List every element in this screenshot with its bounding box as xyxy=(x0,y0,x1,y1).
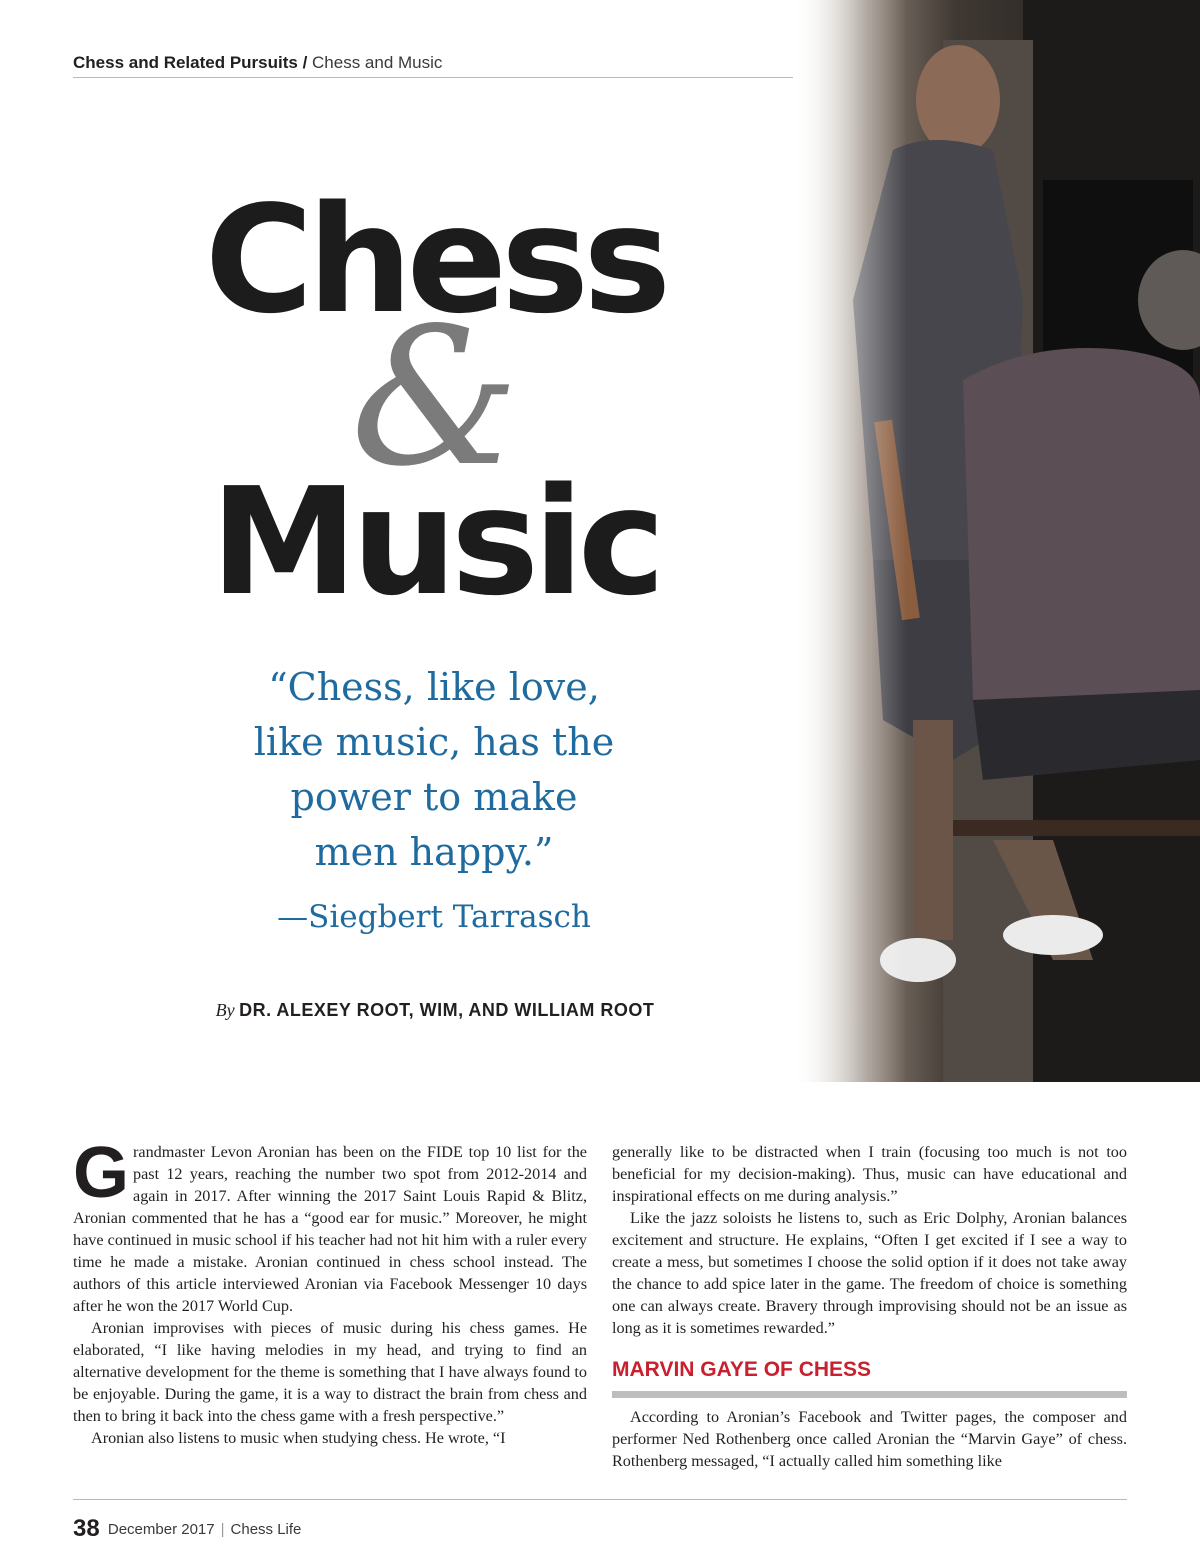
section-subhead: MARVIN GAYE OF CHESS xyxy=(612,1357,1127,1398)
headline-ampersand: & xyxy=(350,287,520,508)
article-paragraph: According to Aronian’s Facebook and Twitter pages, the composer and performer Ned Rothenberg once called Aronian the “Marvin Gaye” of chess. Rothenberg messaged, “I actually called him something like xyxy=(612,1408,1127,1470)
page-number: 38 xyxy=(73,1515,100,1542)
page-footer xyxy=(73,1515,301,1544)
pull-quote-line: men happy.” xyxy=(314,830,554,874)
article-paragraph: Aronian improvises with pieces of music during his chess games. He elaborated, “I like having melodies in my head, and trying to find an alternative development for the theme is something that I have always found to be enjoyable. During the game, it is a way to distract the brain from chess and then to bring it back into the chess game with a fresh perspective.” xyxy=(73,1319,587,1425)
pull-quote xyxy=(200,660,668,880)
headline-music: Music xyxy=(210,456,660,628)
pull-quote-line: “Chess, like love, xyxy=(268,665,600,709)
footer-divider xyxy=(73,1499,1127,1500)
article-paragraph: Like the jazz soloists he listens to, such as Eric Dolphy, Aronian balances excitement and structure. He explains, “Often I get excited if I see a way to create a mess, but sometimes I choose the solid option if it does not take away the chance to add spice later in the game. The freedom of choice is something one can always create. Bravery through improvising should not be an issue as long as it is sometimes rewarded.” xyxy=(612,1209,1127,1337)
section-category: Chess and Related Pursuits xyxy=(73,53,298,72)
byline-authors: DR. ALEXEY ROOT, WIM, AND WILLIAM ROOT xyxy=(239,1000,655,1020)
section-separator: / xyxy=(297,53,313,72)
article-paragraph: Aronian also listens to music when studying chess. He wrote, “I xyxy=(91,1429,506,1447)
article-column-right xyxy=(612,1141,1127,1472)
pull-quote-attribution: —Siegbert Tarrasch xyxy=(277,899,591,935)
article-paragraph xyxy=(73,1133,587,1317)
section-header xyxy=(73,52,793,78)
pull-quote-line: like music, has the xyxy=(253,720,615,764)
article-paragraph: generally like to be distracted when I train (focusing too much is not too beneficial for my decision-making). Thus, music can have educational and inspirational effects on me during analysis.” xyxy=(612,1143,1127,1205)
magazine-name: Chess Life xyxy=(230,1521,302,1538)
article-column-left xyxy=(73,1133,587,1449)
pull-quote-line: power to make xyxy=(290,775,578,819)
footer-separator: | xyxy=(220,1521,225,1538)
headline-chess: Chess xyxy=(204,174,666,346)
section-subcategory: Chess and Music xyxy=(312,53,443,72)
issue-date: December 2017 xyxy=(107,1521,215,1538)
byline-by: By xyxy=(215,1000,235,1020)
drop-cap: G xyxy=(73,1133,130,1213)
paragraph-text: randmaster Levon Aronian has been on the FIDE top 10 list for the past 12 years, reaching the number two spot from 2012-2014 and again in 2017. After winning the 2017 Saint Louis Rapid & Blitz, Aronian commented that he has a “good ear for music.” Moreover, he might have continued in music school if his teacher had not hit him with a ruler every time he made a mistake. Aronian continued in chess school instead. The authors of this article interviewed Aronian via Facebook Messenger 10 days after he won the 2017 World Cup. xyxy=(73,1143,587,1315)
byline xyxy=(0,998,870,1022)
